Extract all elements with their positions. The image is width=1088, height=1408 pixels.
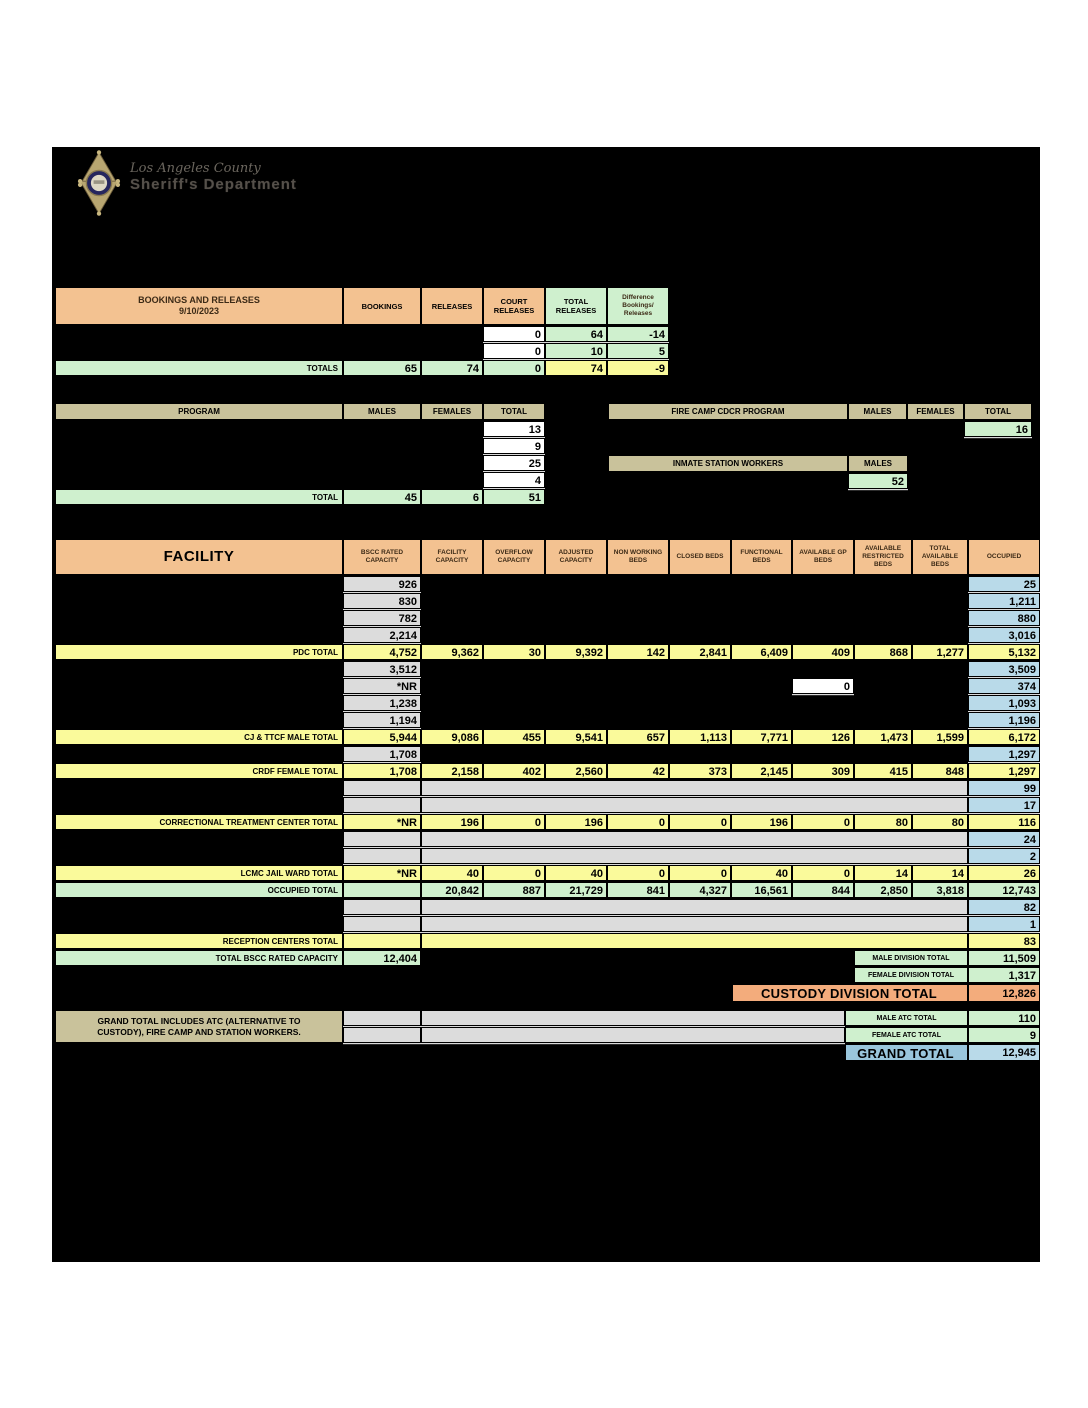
bscc-capacity-cell — [343, 933, 421, 949]
table-row — [55, 455, 545, 471]
value-cell: 9,392 — [545, 644, 607, 660]
facility-table-row — [55, 882, 1040, 898]
facility-summary-rows — [55, 950, 1040, 1003]
value-cell: 2,841 — [669, 644, 731, 660]
custody-division-total-value: 12,826 — [968, 984, 1040, 1002]
occupied-cell: 12,743 — [968, 882, 1040, 898]
facility-table-row — [55, 814, 1040, 830]
value-cell: 14 — [912, 865, 968, 881]
note-line: CUSTODY), FIRE CAMP AND STATION WORKERS. — [97, 1026, 301, 1037]
bscc-capacity-cell: 4,752 — [343, 644, 421, 660]
custody-division-row — [55, 984, 1040, 1002]
bookings-total-cell: 65 — [343, 360, 421, 376]
male-division-total-value: 11,509 — [968, 950, 1040, 966]
bscc-capacity-cell: 2,214 — [343, 627, 421, 643]
empty-cell — [343, 1027, 421, 1043]
value-cell: 2,560 — [545, 763, 607, 779]
occupied-cell: 3,509 — [968, 661, 1040, 677]
value-cell: 21,729 — [545, 882, 607, 898]
occupied-cell: 1,093 — [968, 695, 1040, 711]
table-header-row — [608, 403, 1032, 420]
spacer — [421, 610, 968, 626]
table-row — [55, 438, 545, 454]
inmate-station-workers-table — [608, 455, 908, 490]
value-cell: 9,541 — [545, 729, 607, 745]
value-cell: 2,158 — [421, 763, 483, 779]
releases-total-cell: 74 — [421, 360, 483, 376]
merged-empty-cell — [421, 899, 968, 915]
redacted-label-cell — [55, 780, 343, 796]
value-cell: 9,362 — [421, 644, 483, 660]
table-header-row — [55, 403, 545, 420]
bookings-releases-table — [55, 287, 669, 377]
value-cell: 196 — [731, 814, 792, 830]
column-header: MALES — [848, 403, 907, 420]
value-cell: 7,771 — [731, 729, 792, 745]
grand-total-label: GRAND TOTAL — [845, 1044, 968, 1061]
program-total-cell: 4 — [483, 472, 545, 488]
spacer — [421, 678, 792, 694]
value-cell: 309 — [792, 763, 854, 779]
redacted-label-cell — [55, 610, 343, 626]
occupied-cell: 1,297 — [968, 763, 1040, 779]
facility-table-row — [55, 865, 1040, 881]
value-cell: 409 — [792, 644, 854, 660]
value-cell: 40 — [421, 865, 483, 881]
total-releases-cell: 64 — [545, 326, 607, 342]
redacted-cell — [55, 438, 483, 454]
redacted-cell — [608, 421, 964, 437]
merged-empty-cell — [421, 780, 968, 796]
fire-camp-table — [608, 403, 1032, 438]
column-header: MALES — [848, 455, 908, 472]
bscc-capacity-cell: 5,944 — [343, 729, 421, 745]
table-row — [608, 421, 1032, 437]
redacted-label-cell — [55, 916, 343, 932]
facility-table-row — [55, 627, 1040, 643]
merged-empty-cell — [421, 831, 968, 847]
column-header: FIRE CAMP CDCR PROGRAM — [608, 403, 848, 420]
female-atc-total-value: 9 — [968, 1027, 1040, 1043]
redacted-cell — [608, 473, 848, 489]
occupied-cell: 1,196 — [968, 712, 1040, 728]
spacer — [421, 627, 968, 643]
total-row-label: CORRECTIONAL TREATMENT CENTER TOTAL — [55, 814, 343, 830]
value-cell: 1,277 — [912, 644, 968, 660]
bscc-capacity-cell: 926 — [343, 576, 421, 592]
value-cell: 0 — [483, 814, 545, 830]
bscc-capacity-cell: 3,512 — [343, 661, 421, 677]
occupied-cell: 2 — [968, 848, 1040, 864]
spacer — [421, 593, 968, 609]
empty-cell — [343, 1010, 421, 1026]
value-cell: 1,599 — [912, 729, 968, 745]
redacted-cell — [55, 421, 483, 437]
column-header: FEMALES — [907, 403, 964, 420]
bscc-capacity-cell: 1,708 — [343, 763, 421, 779]
value-cell: 40 — [731, 865, 792, 881]
redacted-cell — [55, 455, 483, 471]
total-cell: 51 — [483, 489, 545, 505]
logo-department-text: Sheriff's Department — [130, 176, 297, 193]
value-cell: 40 — [545, 865, 607, 881]
column-header: MALES — [343, 403, 421, 420]
value-cell: 373 — [669, 763, 731, 779]
female-atc-total-label: FEMALE ATC TOTAL — [845, 1027, 968, 1043]
empty-cell — [421, 1010, 845, 1026]
redacted-label-cell — [55, 576, 343, 592]
value-cell: 30 — [483, 644, 545, 660]
value-cell: 1,473 — [854, 729, 912, 745]
value-cell: 20,842 — [421, 882, 483, 898]
occupied-cell: 26 — [968, 865, 1040, 881]
spacer — [55, 1044, 845, 1061]
bscc-capacity-cell: *NR — [343, 814, 421, 830]
totals-row — [55, 489, 545, 505]
facility-table-row — [55, 593, 1040, 609]
empty-cell — [421, 1027, 845, 1043]
facility-table-body — [55, 576, 1040, 950]
merged-empty-cell — [421, 848, 968, 864]
redacted-label-cell — [55, 831, 343, 847]
value-cell: 0 — [607, 865, 669, 881]
redacted-label-cell — [55, 661, 343, 677]
column-header: FEMALES — [421, 403, 483, 420]
court-releases-cell: 0 — [483, 343, 545, 359]
logo-text — [130, 161, 297, 193]
total-bscc-value: 12,404 — [343, 950, 421, 966]
value-cell: 6,409 — [731, 644, 792, 660]
total-row-label: PDC TOTAL — [55, 644, 343, 660]
value-cell: 2,145 — [731, 763, 792, 779]
bscc-capacity-cell: 1,708 — [343, 746, 421, 762]
occupied-cell: 1,211 — [968, 593, 1040, 609]
available-gp-cell: 0 — [792, 678, 854, 694]
column-header: INMATE STATION WORKERS — [608, 455, 848, 472]
bookings-title: BOOKINGS AND RELEASES — [138, 295, 260, 306]
merged-empty-cell — [421, 933, 968, 949]
redacted-cell — [55, 343, 483, 359]
redacted-label-cell — [55, 712, 343, 728]
bscc-capacity-cell: 782 — [343, 610, 421, 626]
column-header: FACILITY — [55, 539, 343, 575]
value-cell: 1,113 — [669, 729, 731, 745]
occupied-cell: 374 — [968, 678, 1040, 694]
value-cell: 844 — [792, 882, 854, 898]
female-division-row — [55, 967, 1040, 983]
value-cell: 16,561 — [731, 882, 792, 898]
grand-total-note — [55, 1010, 343, 1043]
value-cell: 0 — [669, 865, 731, 881]
facility-table-row — [55, 763, 1040, 779]
bscc-capacity-cell — [343, 797, 421, 813]
female-division-total-value: 1,317 — [968, 967, 1040, 983]
value-cell: 0 — [792, 865, 854, 881]
redacted-label-cell — [55, 899, 343, 915]
value-cell: 841 — [607, 882, 669, 898]
facility-table-row — [55, 899, 1040, 915]
facility-table-row — [55, 712, 1040, 728]
custody-division-total-label: CUSTODY DIVISION TOTAL — [732, 984, 968, 1002]
occupied-cell: 99 — [968, 780, 1040, 796]
facility-table-row — [55, 610, 1040, 626]
occupied-cell: 83 — [968, 933, 1040, 949]
table-header-row — [55, 287, 669, 325]
value-cell: 2,850 — [854, 882, 912, 898]
program-total-cell: 13 — [483, 421, 545, 437]
male-atc-total-value: 110 — [968, 1010, 1040, 1026]
table-row — [55, 472, 545, 488]
column-header: TOTAL AVAILABLE BEDS — [912, 539, 968, 575]
table-row — [55, 326, 669, 342]
redacted-label-cell — [55, 593, 343, 609]
total-bscc-label: TOTAL BSCC RATED CAPACITY — [55, 950, 343, 966]
facility-table-row — [55, 644, 1040, 660]
bscc-capacity-cell — [343, 882, 421, 898]
bscc-capacity-cell: *NR — [343, 865, 421, 881]
spacer — [55, 984, 732, 1002]
redacted-label-cell — [55, 627, 343, 643]
total-releases-total-cell: 74 — [545, 360, 607, 376]
value-cell: 0 — [792, 814, 854, 830]
male-division-total-label: MALE DIVISION TOTAL — [854, 950, 968, 966]
bscc-capacity-cell: 1,238 — [343, 695, 421, 711]
facility-table-row — [55, 933, 1040, 949]
report-page — [52, 147, 1040, 1262]
value-cell: 80 — [912, 814, 968, 830]
difference-cell: 5 — [607, 343, 669, 359]
logo-county-text: Los Angeles County — [130, 161, 261, 176]
column-header: NON WORKING BEDS — [607, 539, 669, 575]
bscc-capacity-cell: *NR — [343, 678, 421, 694]
value-cell: 80 — [854, 814, 912, 830]
value-cell: 415 — [854, 763, 912, 779]
value-cell: 196 — [421, 814, 483, 830]
facility-table-row — [55, 797, 1040, 813]
value-cell: 848 — [912, 763, 968, 779]
program-table — [55, 403, 545, 506]
column-header: AVAILABLE RESTRICTED BEDS — [854, 539, 912, 575]
value-cell: 14 — [854, 865, 912, 881]
males-total-cell: 45 — [343, 489, 421, 505]
occupied-cell: 6,172 — [968, 729, 1040, 745]
column-header: COURT RELEASES — [483, 287, 545, 325]
bscc-capacity-cell — [343, 848, 421, 864]
value-cell: 3,818 — [912, 882, 968, 898]
total-row-label: OCCUPIED TOTAL — [55, 882, 343, 898]
spacer — [421, 950, 854, 966]
occupied-cell: 24 — [968, 831, 1040, 847]
female-division-total-label: FEMALE DIVISION TOTAL — [854, 967, 968, 983]
facility-table-row — [55, 746, 1040, 762]
bscc-capacity-cell — [343, 780, 421, 796]
bookings-title-cell — [55, 287, 343, 325]
occupied-cell: 82 — [968, 899, 1040, 915]
females-total-cell: 6 — [421, 489, 483, 505]
bscc-capacity-cell — [343, 831, 421, 847]
column-header: TOTAL — [964, 403, 1032, 420]
facility-table-row — [55, 729, 1040, 745]
occupied-cell: 5,132 — [968, 644, 1040, 660]
occupied-cell: 1,297 — [968, 746, 1040, 762]
value-cell: 455 — [483, 729, 545, 745]
spacer — [421, 712, 968, 728]
bscc-capacity-cell — [343, 899, 421, 915]
spacer — [421, 661, 968, 677]
total-row-label: LCMC JAIL WARD TOTAL — [55, 865, 343, 881]
facility-table-row — [55, 831, 1040, 847]
value-cell: 142 — [607, 644, 669, 660]
column-header: AVAILABLE GP BEDS — [792, 539, 854, 575]
grand-total-value: 12,945 — [968, 1044, 1040, 1061]
facility-table-row — [55, 678, 1040, 694]
value-cell: 887 — [483, 882, 545, 898]
value-cell: 126 — [792, 729, 854, 745]
station-workers-males-cell: 52 — [848, 473, 908, 489]
value-cell: 196 — [545, 814, 607, 830]
table-row — [55, 343, 669, 359]
male-atc-total-label: MALE ATC TOTAL — [845, 1010, 968, 1026]
occupied-cell: 3,016 — [968, 627, 1040, 643]
grand-total-block — [55, 1010, 1040, 1062]
occupied-cell: 1 — [968, 916, 1040, 932]
column-header: OVERFLOW CAPACITY — [483, 539, 545, 575]
facility-table-row — [55, 661, 1040, 677]
note-line: GRAND TOTAL INCLUDES ATC (ALTERNATIVE TO — [97, 1015, 301, 1026]
totals-label: TOTALS — [55, 360, 343, 376]
spacer — [421, 576, 968, 592]
occupied-cell: 116 — [968, 814, 1040, 830]
facility-table-row — [55, 916, 1040, 932]
column-header: TOTAL RELEASES — [545, 287, 607, 325]
total-bscc-row — [55, 950, 1040, 966]
bscc-capacity-cell — [343, 916, 421, 932]
bookings-date: 9/10/2023 — [178, 306, 220, 316]
grand-total-row — [55, 1044, 1040, 1061]
spacer — [854, 678, 968, 694]
program-total-cell: 9 — [483, 438, 545, 454]
facility-table-row — [55, 576, 1040, 592]
fire-camp-total-cell: 16 — [964, 421, 1032, 437]
value-cell: 4,327 — [669, 882, 731, 898]
occupied-cell: 25 — [968, 576, 1040, 592]
redacted-cell — [55, 472, 483, 488]
value-cell: 0 — [483, 865, 545, 881]
program-total-cell: 25 — [483, 455, 545, 471]
difference-cell: -14 — [607, 326, 669, 342]
column-header: FUNCTIONAL BEDS — [731, 539, 792, 575]
court-releases-cell: 0 — [483, 326, 545, 342]
value-cell: 0 — [669, 814, 731, 830]
value-cell: 9,086 — [421, 729, 483, 745]
total-row-label: CJ & TTCF MALE TOTAL — [55, 729, 343, 745]
occupied-cell: 880 — [968, 610, 1040, 626]
column-header: BOOKINGS — [343, 287, 421, 325]
facility-table-header — [55, 539, 1040, 575]
column-header: BSCC RATED CAPACITY — [343, 539, 421, 575]
spacer — [421, 695, 968, 711]
redacted-cell — [55, 326, 483, 342]
sheriff-badge-logo — [72, 150, 126, 221]
facility-table-row — [55, 695, 1040, 711]
facility-table-row — [55, 848, 1040, 864]
value-cell: 868 — [854, 644, 912, 660]
redacted-label-cell — [55, 797, 343, 813]
column-header: OCCUPIED — [968, 539, 1040, 575]
court-total-cell: 0 — [483, 360, 545, 376]
totals-row — [55, 360, 669, 376]
badge-star-icon — [72, 150, 126, 216]
total-releases-cell: 10 — [545, 343, 607, 359]
column-header: RELEASES — [421, 287, 483, 325]
column-header: TOTAL — [483, 403, 545, 420]
column-header: PROGRAM — [55, 403, 343, 420]
redacted-label-cell — [55, 848, 343, 864]
table-row — [55, 421, 545, 437]
value-cell: 402 — [483, 763, 545, 779]
merged-empty-cell — [421, 797, 968, 813]
value-cell: 42 — [607, 763, 669, 779]
value-cell: 0 — [607, 814, 669, 830]
occupied-cell: 17 — [968, 797, 1040, 813]
column-header: CLOSED BEDS — [669, 539, 731, 575]
column-header: Difference Bookings/ Releases — [607, 287, 669, 325]
merged-empty-cell — [421, 916, 968, 932]
total-row-label: RECEPTION CENTERS TOTAL — [55, 933, 343, 949]
bscc-capacity-cell: 830 — [343, 593, 421, 609]
spacer — [55, 967, 854, 983]
column-header: ADJUSTED CAPACITY — [545, 539, 607, 575]
column-header: FACILITY CAPACITY — [421, 539, 483, 575]
bscc-capacity-cell: 1,194 — [343, 712, 421, 728]
table-header-row — [608, 455, 908, 472]
value-cell: 657 — [607, 729, 669, 745]
total-row-label: CRDF FEMALE TOTAL — [55, 763, 343, 779]
totals-label: TOTAL — [55, 489, 343, 505]
redacted-label-cell — [55, 695, 343, 711]
spacer — [421, 746, 968, 762]
facility-table-row — [55, 780, 1040, 796]
difference-total-cell: -9 — [607, 360, 669, 376]
redacted-label-cell — [55, 746, 343, 762]
redacted-label-cell — [55, 678, 343, 694]
table-row — [608, 473, 908, 489]
